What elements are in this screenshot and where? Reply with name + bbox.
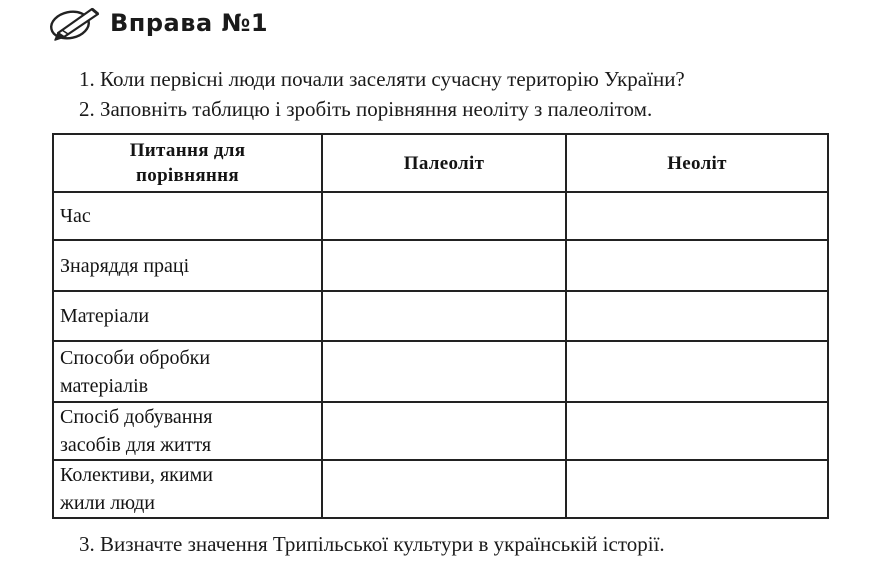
row-label-line: Матеріали (60, 305, 150, 327)
row-label-line: матеріалів (60, 374, 149, 397)
row-label-line: жили люди (60, 492, 155, 514)
cell-neolithic-collectives[interactable] (566, 460, 828, 518)
row-label-collectives (53, 460, 322, 518)
row-label-line: засобів для життя (60, 434, 212, 456)
cell-paleolithic-tools[interactable] (322, 240, 566, 291)
exercise-title: Вправа №1 (110, 9, 269, 37)
question-2: 2. Заповніть таблицю і зробіть порівняння неоліту з палеолітом. (79, 97, 653, 121)
row-label-materials (53, 291, 322, 341)
cell-neolithic-materials[interactable] (566, 291, 828, 341)
cell-neolithic-livelihood[interactable] (566, 402, 828, 460)
cell-paleolithic-processing[interactable] (322, 341, 566, 402)
row-label-line: Спосіб добування (60, 406, 213, 428)
table-row (53, 291, 828, 341)
table-row (53, 192, 828, 240)
table-row (53, 240, 828, 291)
table-row (53, 460, 828, 518)
row-label-line: Колективи, якими (60, 464, 213, 486)
cell-paleolithic-materials[interactable] (322, 291, 566, 341)
row-label-line: Час (60, 205, 91, 227)
table-row (53, 402, 828, 460)
table-header-row (53, 134, 828, 192)
table-row (53, 341, 828, 402)
question-3: 3. Визначте значення Трипільської культури в українській історії. (79, 532, 665, 556)
cell-neolithic-tools[interactable] (566, 240, 828, 291)
row-label-time (53, 192, 322, 240)
question-1: 1. Коли первісні люди почали заселяти сучасну територію України? (79, 67, 685, 91)
header-comparison-questions (53, 134, 322, 192)
header-paleolithic: Палеоліт (322, 134, 566, 192)
row-label-processing (53, 341, 322, 402)
header-neolithic: Неоліт (566, 134, 828, 192)
cell-paleolithic-collectives[interactable] (322, 460, 566, 518)
cell-paleolithic-livelihood[interactable] (322, 402, 566, 460)
cell-neolithic-time[interactable] (566, 192, 828, 240)
cell-paleolithic-time[interactable] (322, 192, 566, 240)
exercise-header (48, 2, 268, 44)
header-comparison-line-1: Питання для (129, 140, 246, 161)
comparison-table (52, 133, 829, 519)
row-label-tools (53, 240, 322, 291)
pencil-icon (48, 3, 104, 43)
row-label-line: Способи обробки (60, 346, 211, 369)
header-comparison-line-2: порівняння (136, 165, 239, 186)
cell-neolithic-processing[interactable] (566, 341, 828, 402)
row-label-livelihood (53, 402, 322, 460)
row-label-line: Знаряддя праці (60, 254, 190, 277)
